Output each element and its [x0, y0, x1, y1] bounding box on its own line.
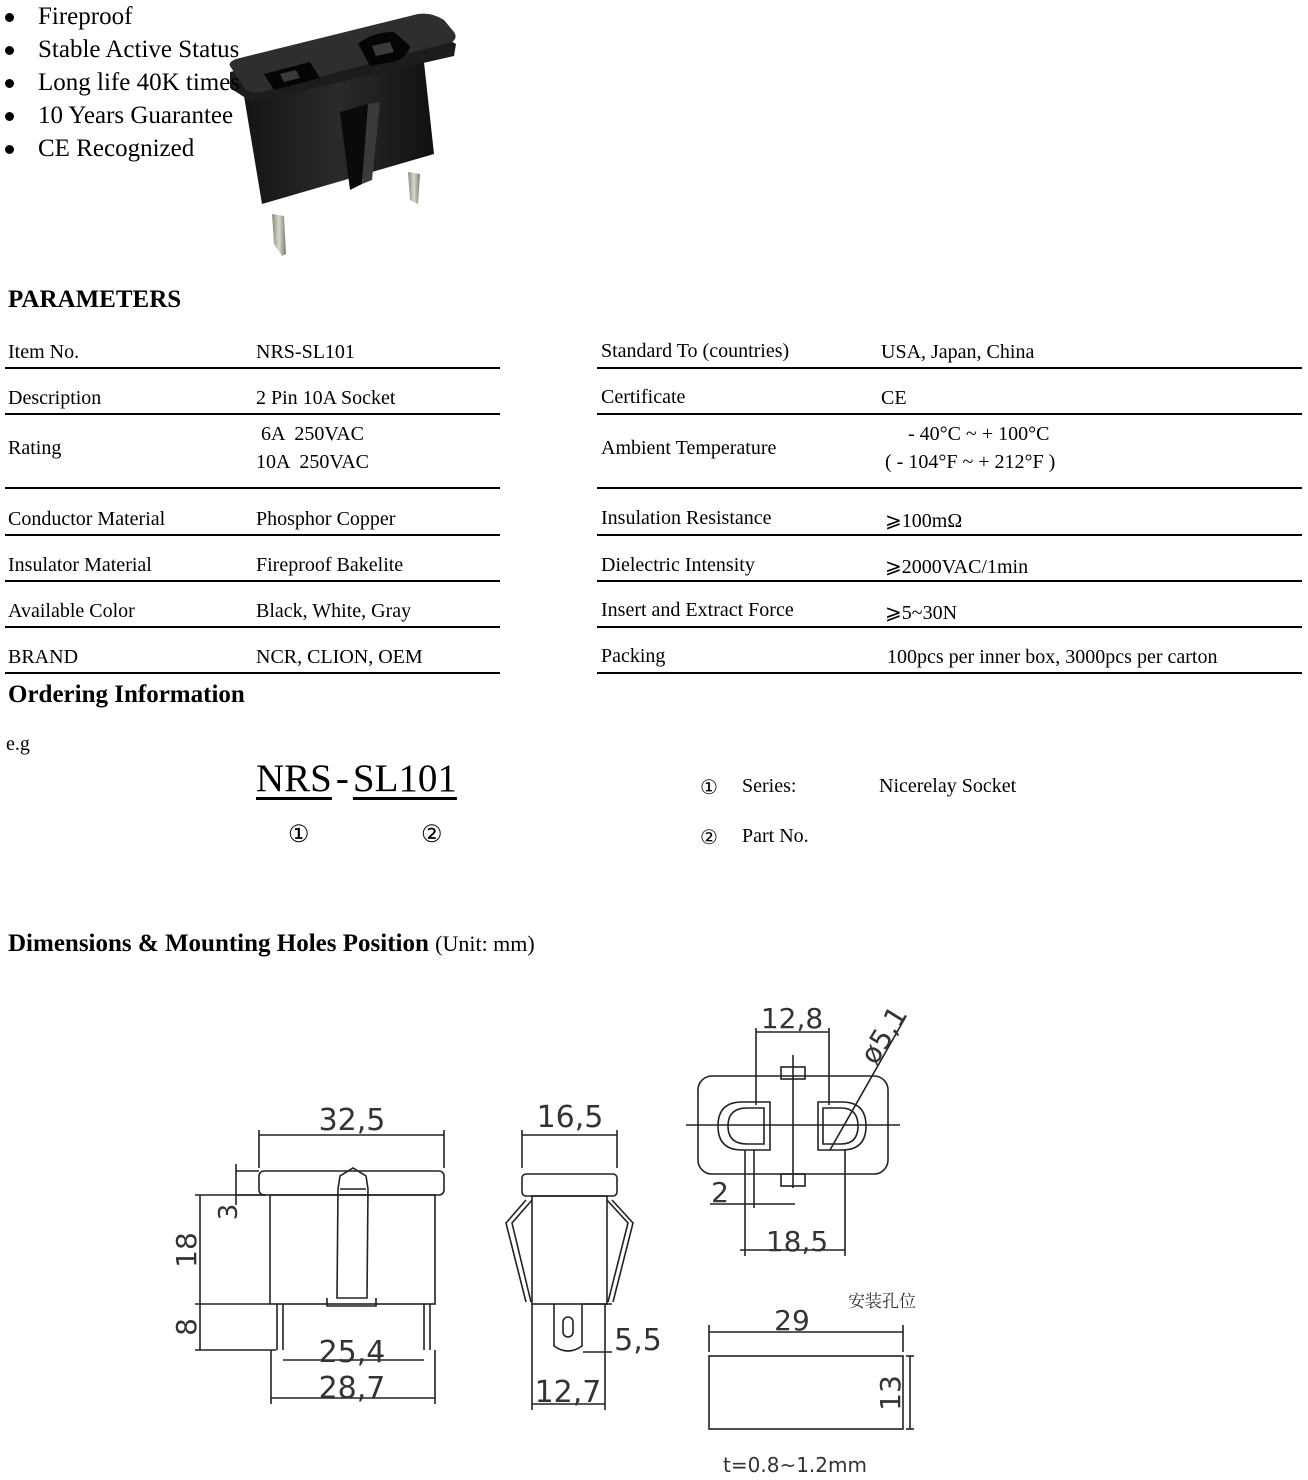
param-row-rating — [5, 415, 500, 489]
feature-item: Stable Active Status — [0, 33, 1308, 66]
param-label: Ambient Temperature — [601, 437, 777, 459]
param-label: Item No. — [8, 341, 80, 363]
param-row-force — [597, 582, 1302, 628]
param-label: Certificate — [601, 386, 686, 408]
dim-cutout-width: 29 — [774, 1304, 810, 1337]
legend-value: Nicerelay Socket — [879, 775, 1017, 797]
param-row-item-no — [5, 333, 500, 369]
param-value: ⩾5~30N — [885, 602, 958, 624]
param-label: BRAND — [8, 646, 79, 668]
param-row-insulation — [597, 489, 1302, 536]
feature-item: 10 Years Guarantee — [0, 99, 1308, 132]
cutout-title: 安装孔位 — [848, 1292, 916, 1312]
dim-cutout-height: 13 — [874, 1375, 907, 1411]
dim-front-top: 3 — [214, 1203, 244, 1221]
param-row-ambient-temp — [597, 415, 1302, 489]
feature-item: Fireproof — [0, 0, 1308, 33]
param-label: Conductor Material — [8, 508, 166, 530]
param-value: 100pcs per inner box, 3000pcs per carton — [887, 646, 1218, 668]
param-label: Insert and Extract Force — [601, 599, 794, 621]
dimensions-heading — [8, 930, 535, 958]
param-label: Insulation Resistance — [601, 507, 772, 529]
param-label: Insulator Material — [8, 554, 152, 576]
dim-side-bottom: 12,7 — [534, 1375, 602, 1410]
param-row-certificate — [597, 369, 1302, 415]
param-value: - 40°C ~ + 100°C — [908, 423, 1050, 445]
param-value: USA, Japan, China — [881, 341, 1035, 363]
param-row-description — [5, 369, 500, 415]
code-part-no: SL101 — [352, 757, 457, 800]
legend-key: Part No. — [742, 825, 809, 847]
dim-side-pin: 5,5 — [614, 1323, 662, 1358]
code-marker-1: ① — [288, 822, 310, 848]
legend-key: Series: — [742, 775, 797, 797]
param-value: ( - 104°F ~ + 212°F ) — [885, 451, 1056, 473]
parameters-table-right — [597, 333, 1302, 674]
code-marker-2: ② — [421, 822, 443, 848]
param-row-brand — [5, 628, 500, 674]
param-value: ⩾2000VAC/1min — [885, 556, 1029, 578]
order-code — [256, 756, 457, 801]
param-value: Phosphor Copper — [256, 508, 396, 530]
param-value: Fireproof Bakelite — [256, 554, 404, 576]
dimensions-unit: (Unit: mm) — [435, 931, 535, 956]
feature-list — [0, 0, 1308, 165]
param-label: Rating — [8, 437, 62, 459]
param-label: Description — [8, 387, 102, 409]
param-value: 6A 250VAC — [256, 423, 364, 445]
param-value: 10A 250VAC — [256, 451, 369, 473]
dim-front-body: 18 — [170, 1232, 203, 1268]
dim-top-spacing: 12,8 — [760, 1002, 824, 1035]
param-row-standard — [597, 333, 1302, 369]
dim-side-width: 16,5 — [536, 1100, 604, 1135]
param-row-color — [5, 582, 500, 628]
dim-front-pins: 8 — [170, 1318, 203, 1336]
dimension-drawing — [0, 990, 1308, 1480]
param-value: CE — [881, 387, 907, 409]
param-value: NCR, CLION, OEM — [256, 646, 423, 668]
dim-top-outer: 18,5 — [765, 1225, 829, 1258]
param-value: NRS-SL101 — [256, 341, 355, 363]
dim-front-pin-spacing: 25,4 — [318, 1335, 386, 1370]
dim-front-pin-outer: 28,7 — [318, 1371, 386, 1406]
param-value: Black, White, Gray — [256, 600, 412, 622]
param-value: 2 Pin 10A Socket — [256, 387, 396, 409]
param-label: Available Color — [8, 600, 135, 622]
param-row-dielectric — [597, 536, 1302, 582]
feature-item: Long life 40K times — [0, 66, 1308, 99]
param-value: ⩾100mΩ — [885, 510, 963, 532]
feature-item: CE Recognized — [0, 132, 1308, 165]
parameters-heading: PARAMETERS — [8, 286, 182, 313]
dim-top-hole: ø5,1 — [853, 1000, 915, 1070]
parameters-table-left — [5, 333, 500, 674]
code-dash: - — [335, 757, 349, 800]
param-row-conductor — [5, 489, 500, 536]
legend-marker: ① — [700, 777, 718, 799]
param-label: Dielectric Intensity — [601, 554, 755, 576]
param-row-insulator — [5, 536, 500, 582]
dim-front-width: 32,5 — [318, 1103, 386, 1138]
dim-cutout-thickness: t=0.8~1.2mm — [723, 1453, 867, 1477]
param-label: Standard To (countries) — [601, 340, 790, 362]
example-label: e.g — [6, 733, 30, 755]
legend-marker: ② — [700, 827, 718, 849]
dimensions-title: Dimensions & Mounting Holes Position — [8, 930, 429, 957]
param-row-packing — [597, 628, 1302, 674]
dim-top-small: 2 — [711, 1176, 729, 1209]
ordering-heading: Ordering Information — [8, 681, 245, 708]
code-series: NRS — [256, 757, 332, 800]
param-label: Packing — [601, 645, 666, 667]
